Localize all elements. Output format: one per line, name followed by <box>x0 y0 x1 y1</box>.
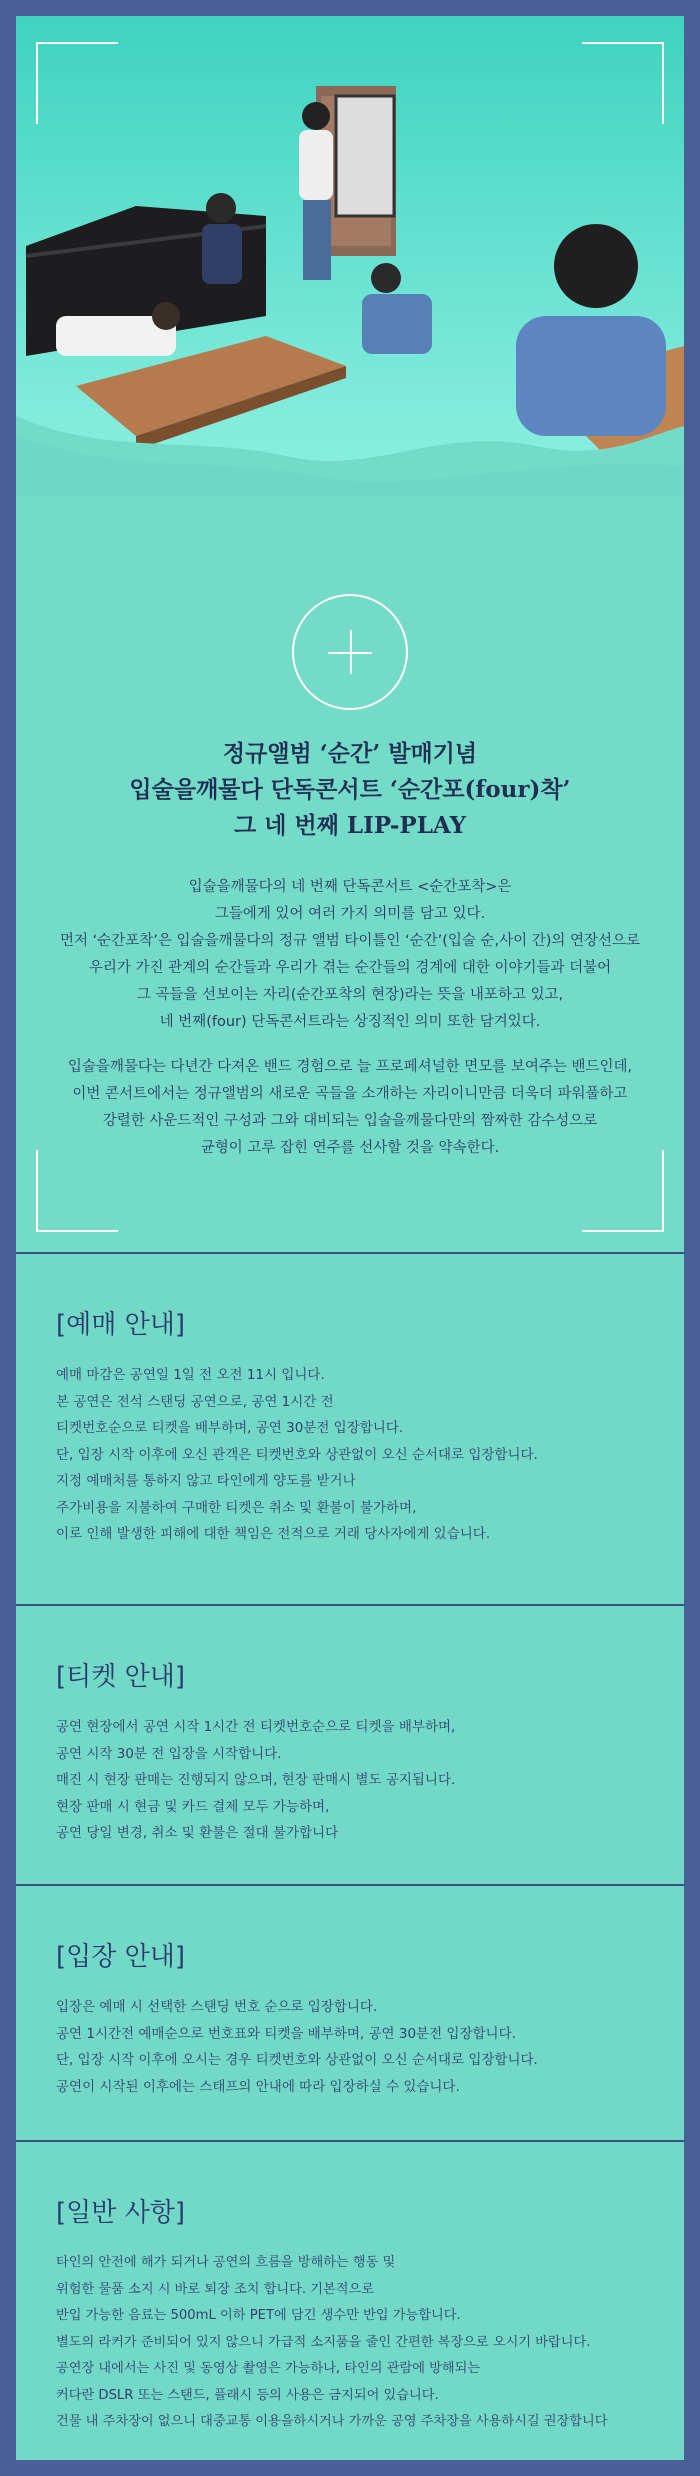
section-body <box>56 1714 666 1847</box>
hero-banner <box>16 16 684 1252</box>
section-line: 예매 마감은 공연일 1일 전 오전 11시 입니다. <box>56 1367 325 1383</box>
section-body <box>56 1362 666 1548</box>
general-notes-section <box>16 2140 684 2460</box>
intro-line: 강렬한 사운드적인 구성과 그와 대비되는 입술을깨물다만의 짬짜한 감수성으로 <box>102 1113 598 1129</box>
intro-line: 입술을깨물다는 다년간 다져온 밴드 경험으로 늘 프로페셔널한 면모를 보여주는 밴드인데, <box>67 1059 633 1075</box>
intro-line: 이번 콘서트에서는 정규앨범의 새로운 곡들을 소개하는 자리이니만큼 더욱더 파워풀하고 <box>72 1086 628 1102</box>
section-line: 위험한 물품 소지 시 바로 퇴장 조치 합니다. 기본적으로 <box>56 2281 374 2297</box>
section-line: 티켓번호순으로 티켓을 배부하며, 공연 30분전 입장합니다. <box>56 1420 404 1436</box>
intro-line: 입술을깨물다의 네 번째 단독콘서트 <순간포착>은 <box>188 879 512 895</box>
corner-frame-top-right <box>582 42 664 124</box>
section-body <box>56 2250 666 2436</box>
intro-paragraph-1 <box>26 874 674 1036</box>
section-line: 타인의 안전에 해가 되거나 공연의 흐름을 방해하는 행동 및 <box>56 2255 396 2270</box>
section-line: 공연장 내에서는 사진 및 동영상 촬영은 가능하나, 타인의 관람에 방해되는 <box>56 2361 481 2376</box>
section-line: 별도의 라커가 준비되어 있지 않으니 가급적 소지품을 줄인 간편한 복장으로 오시기 바랍니다. <box>56 2334 591 2350</box>
entry-info-section <box>16 1884 684 2140</box>
section-line: 지정 예매처를 통하지 않고 타인에게 양도를 받거나 <box>56 1473 356 1489</box>
concert-title <box>16 736 684 844</box>
section-line: 반입 가능한 음료는 500mL 이하 PET에 담긴 생수만 반입 가능합니다. <box>56 2308 461 2323</box>
intro-line: 먼저 ‘순간포착’은 입술을깨물다의 정규 앨범 타이틀인 ‘순간’(입술 순,사이 간)의 연장선으로 <box>59 933 641 949</box>
booking-info-section <box>16 1252 684 1604</box>
section-line: 이로 인해 발생한 피해에 대한 책임은 전적으로 거래 당사자에게 있습니다. <box>56 1526 491 1542</box>
section-line: 공연이 시작된 이후에는 스태프의 안내에 따라 입장하실 수 있습니다. <box>56 2078 460 2095</box>
intro-line: 우리가 가진 관계의 순간들과 우리가 겪는 순간들의 경계에 대한 이야기들과 더불어 <box>88 960 612 976</box>
section-heading: [티켓 안내] <box>56 1662 186 1692</box>
corner-frame-bottom-left <box>36 1150 118 1232</box>
section-heading: [입장 안내] <box>56 1942 186 1972</box>
ticket-info-section <box>16 1604 684 1884</box>
corner-frame-bottom-right <box>582 1150 664 1232</box>
section-line: 본 공연은 전석 스탠딩 공연으로, 공연 1시간 전 <box>56 1393 334 1410</box>
intro-paragraph-2 <box>26 1054 674 1162</box>
section-line: 매진 시 현장 판매는 진행되지 않으며, 현장 판매시 별도 공지됩니다. <box>56 1772 456 1788</box>
section-body <box>56 1994 666 2100</box>
section-line: 입장은 예매 시 선택한 스탠딩 번호 순으로 입장합니다. <box>56 1999 378 2015</box>
section-line: 현장 판매 시 현금 및 카드 결제 모두 가능하며, <box>56 1798 330 1815</box>
section-line: 공연 1시간전 예매순으로 번호표와 티켓을 배부하며, 공연 30분전 입장합니다. <box>56 2025 516 2042</box>
title-line-3: 그 네 번째 LIP-PLAY <box>234 812 466 839</box>
intro-line: 그들에게 있어 여러 가지 의미를 담고 있다. <box>214 906 486 922</box>
page-frame <box>16 16 684 2460</box>
section-line: 공연 시작 30분 전 입장을 시작합니다. <box>56 1745 282 1762</box>
intro-line: 네 번째(four) 단독콘서트라는 상징적인 의미 또한 담겨있다. <box>159 1014 541 1030</box>
corner-frame-top-left <box>36 42 118 124</box>
section-line: 주가비용을 지불하여 구매한 티켓은 취소 및 환불이 불가하며, <box>56 1499 417 1516</box>
section-line: 건물 내 주차장이 없으니 대중교통 이용을하시거나 가까운 공영 주차장을 사용하시길 권장합니다 <box>56 2414 608 2429</box>
title-line-1: 정규앨범 ‘순간’ 발매기념 <box>222 740 478 767</box>
section-line: 단, 입장 시작 이후에 오신 관객은 티켓번호와 상관없이 오신 순서대로 입장합니다. <box>56 1446 538 1463</box>
section-line: 커다란 DSLR 또는 스탠드, 플래시 등의 사용은 금지되어 있습니다. <box>56 2387 439 2403</box>
section-heading: [예매 안내] <box>56 1310 186 1340</box>
intro-line: 그 곡들을 선보이는 자리(순간포착의 현장)라는 뜻을 내포하고 있고, <box>136 987 564 1003</box>
title-line-2: 입술을깨물다 단독콘서트 ‘순간포(four)착’ <box>129 776 571 803</box>
intro-line: 균형이 고루 잡힌 연주를 선사할 것을 약속한다. <box>200 1140 500 1156</box>
plus-circle-icon <box>292 594 408 710</box>
section-heading: [일반 사항] <box>56 2198 186 2228</box>
section-line: 단, 입장 시작 이후에 오시는 경우 티켓번호와 상관없이 오신 순서대로 입장합니다. <box>56 2052 538 2068</box>
section-line: 공연 현장에서 공연 시작 1시간 전 티켓번호순으로 티켓을 배부하며, <box>56 1719 456 1735</box>
section-line: 공연 당일 변경, 취소 및 환불은 절대 불가합니다 <box>56 1825 339 1841</box>
